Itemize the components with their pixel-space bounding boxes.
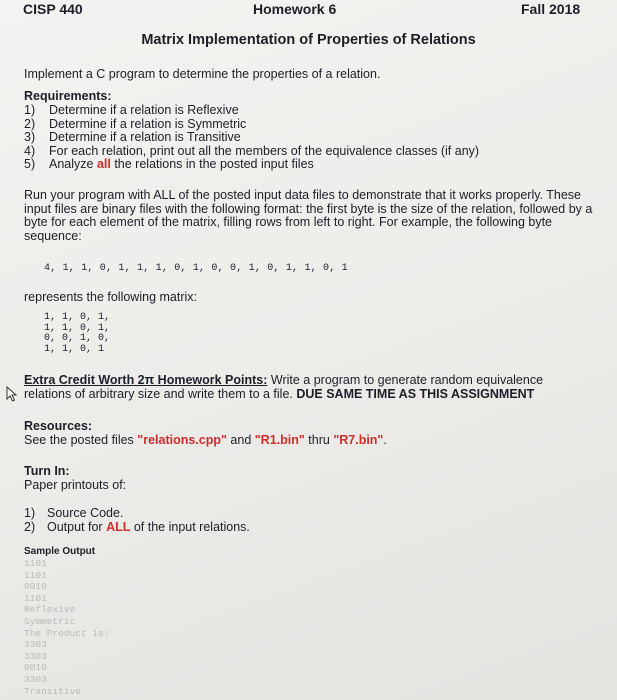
assignment-name: Homework 6 bbox=[253, 1, 337, 17]
matrix-block bbox=[44, 313, 110, 355]
sample-output-line: 3303 bbox=[24, 639, 47, 651]
byte-sequence: 4, 1, 1, 0, 1, 1, 1, 0, 1, 0, 0, 1, 0, 1, 1, 0, 1 bbox=[44, 263, 348, 274]
matrix-row: 1, 1, 0, 1 bbox=[44, 343, 105, 355]
sample-output-line: 3303 bbox=[24, 650, 47, 662]
represents-text: represents the following matrix: bbox=[24, 290, 197, 304]
requirements-heading: Requirements: bbox=[24, 89, 112, 103]
matrix-row: 1, 1, 0, 1, bbox=[44, 312, 111, 323]
file-r7-bin: "R7.bin" bbox=[333, 433, 384, 447]
matrix-row: 0, 0, 1, 0, bbox=[44, 333, 111, 345]
extra-credit-section bbox=[24, 374, 584, 401]
resources-text: See the posted files "relations.cpp" and "R1.bin" thru "R7.bin". bbox=[24, 433, 387, 447]
sample-output-line: 1101 bbox=[24, 558, 47, 569]
turn-in-item: 1) Source Code. bbox=[24, 506, 124, 520]
course-code: CISP 440 bbox=[23, 1, 83, 17]
requirement-item: 5) Analyze all the relations in the posted input files bbox=[24, 157, 314, 171]
due-notice: DUE SAME TIME AS THIS ASSIGNMENT bbox=[296, 386, 535, 401]
turn-in-item: 2) Output for ALL of the input relations. bbox=[24, 520, 250, 534]
sample-output-line: Symmetric bbox=[24, 615, 76, 627]
intro-text: Implement a C program to determine the properties of a relation. bbox=[24, 67, 381, 81]
sample-output-line: 3303 bbox=[24, 673, 47, 685]
term: Fall 2018 bbox=[521, 1, 581, 17]
sample-output-line: 1101 bbox=[24, 592, 47, 604]
highlight-all-caps: ALL bbox=[106, 520, 131, 534]
mouse-pointer-icon bbox=[6, 386, 18, 402]
sample-output-block bbox=[24, 558, 110, 697]
sample-output-line: 1101 bbox=[24, 569, 47, 581]
document-title: Matrix Implementation of Properties of Relations bbox=[141, 32, 476, 48]
turn-in-heading: Turn In: bbox=[24, 464, 70, 478]
file-relations-cpp: "relations.cpp" bbox=[137, 433, 227, 447]
requirement-item: 3) Determine if a relation is Transitive bbox=[24, 130, 241, 144]
file-r1-bin: "R1.bin" bbox=[254, 433, 305, 447]
highlight-all: all bbox=[96, 157, 111, 171]
resources-heading: Resources: bbox=[24, 419, 93, 433]
run-paragraph: Run your program with ALL of the posted input data files to demonstrate that it works properly. These input files are binary files with the following format: the first byte is the size of the relation, followed by a byte for each element of the matrix, filling rows from left to right. For example, the following byte sequence: bbox=[24, 188, 593, 243]
extra-credit-label: Extra Credit Worth 2π Homework Points: bbox=[24, 373, 268, 387]
matrix-row: 1, 1, 0, 1, bbox=[44, 322, 111, 334]
sample-output-line: Reflexive bbox=[24, 604, 76, 616]
requirements-list bbox=[24, 104, 479, 172]
requirement-item: 1) Determine if a relation is Reflexive bbox=[24, 103, 239, 117]
requirement-item: 2) Determine if a relation is Symmetric bbox=[24, 116, 247, 131]
sample-output-line: 0010 bbox=[24, 662, 47, 674]
sample-output-line: The Product is: bbox=[24, 627, 110, 639]
sample-output-line: Transitive bbox=[24, 685, 82, 697]
sample-output-line: 0010 bbox=[24, 581, 47, 593]
extra-credit-text: Write a program to generate random equivalence relations of arbitrary size and write them to a file. bbox=[24, 373, 544, 401]
turn-in-text: Paper printouts of: bbox=[24, 478, 127, 492]
sample-output-heading: Sample Output bbox=[24, 546, 96, 557]
requirement-item: 4) For each relation, print out all the members of the equivalence classes (if any) bbox=[24, 143, 480, 158]
